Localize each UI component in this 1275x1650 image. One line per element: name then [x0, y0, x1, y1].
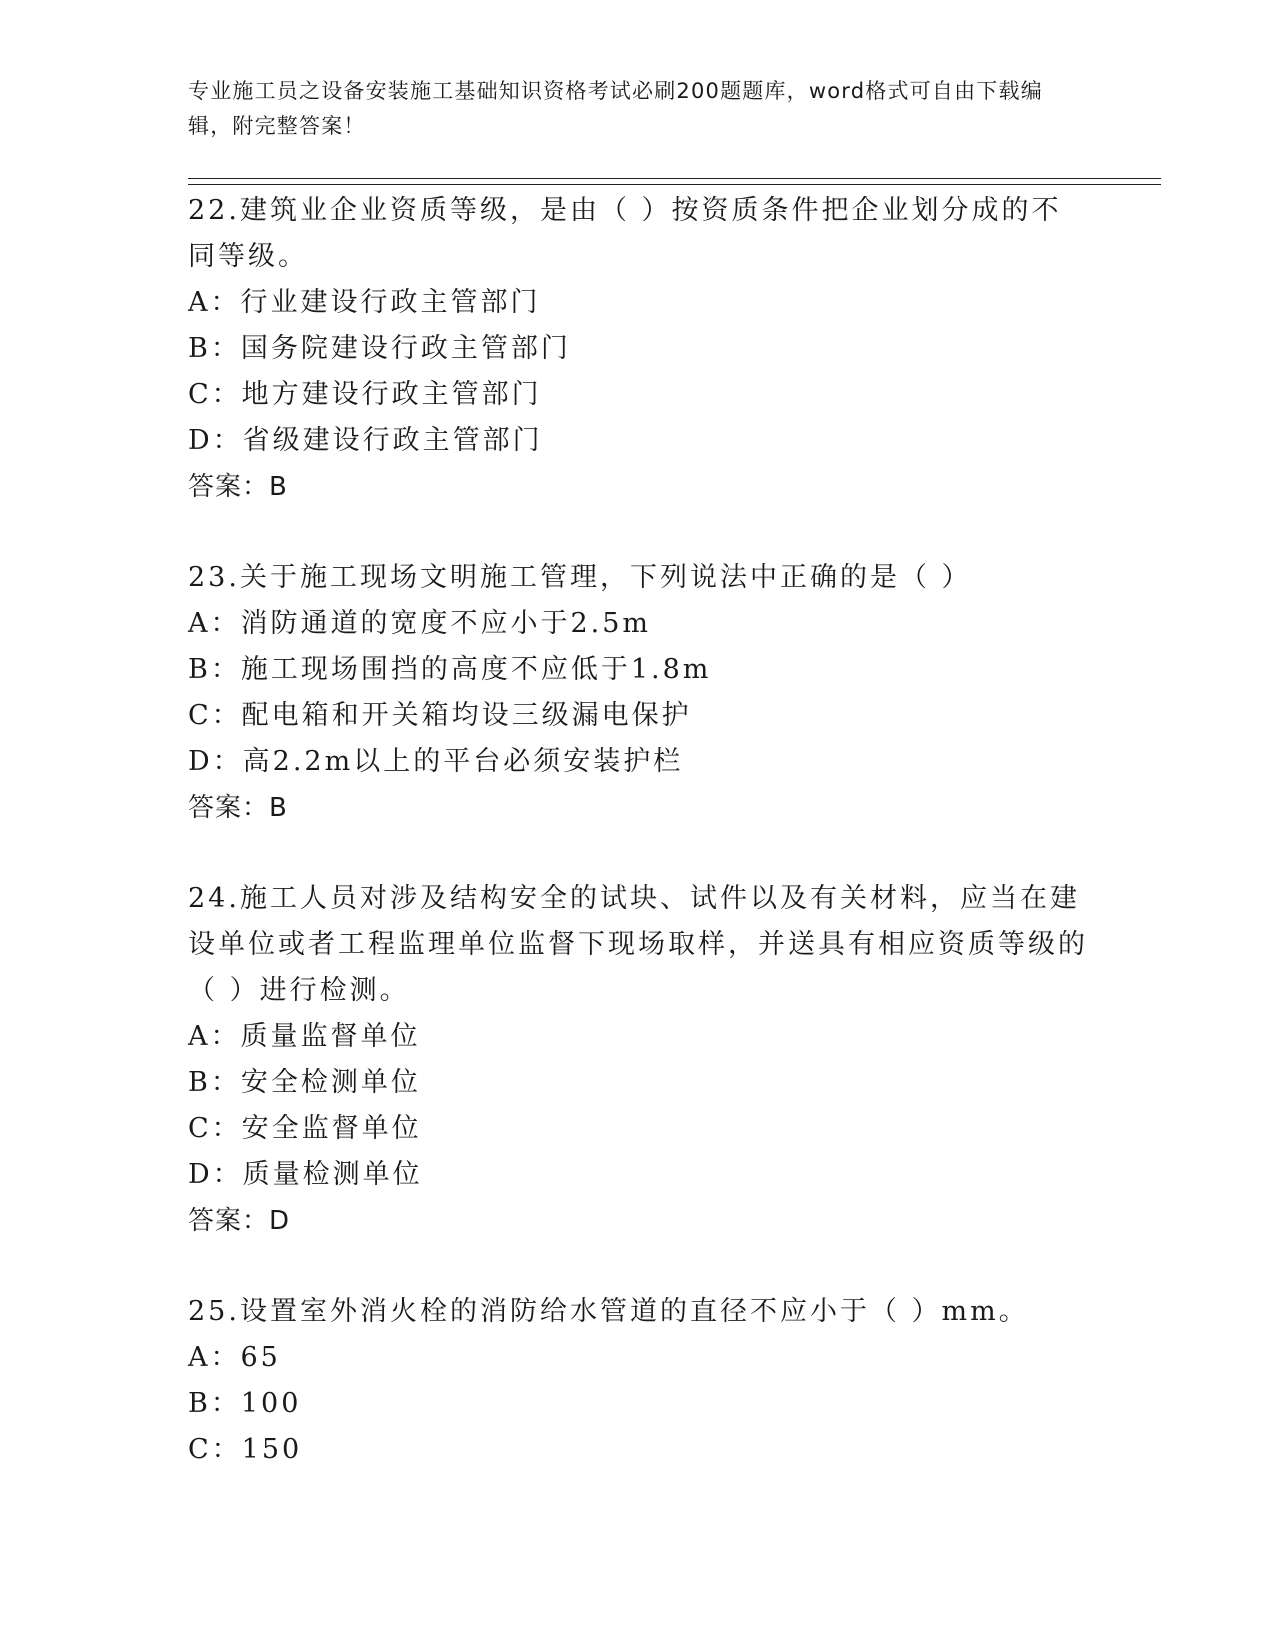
option-d: D：质量检测单位 [188, 1159, 423, 1190]
answer: 答案：B [188, 793, 288, 823]
answer: 答案：B [188, 472, 288, 502]
option-c: C：150 [188, 1434, 303, 1465]
document-header: 专业施工员之设备安装施工基础知识资格考试必刷200题题库，word格式可自由下载编辑，附完整答案！ [188, 79, 1043, 138]
header-divider-bottom [188, 184, 1161, 185]
question-22 [188, 188, 1088, 510]
option-b: B：安全检测单位 [188, 1067, 421, 1098]
option-c: C：地方建设行政主管部门 [188, 379, 542, 410]
question-stem: 25.设置室外消火栓的消防给水管道的直径不应小于（ ）mm。 [188, 1296, 1029, 1327]
option-d: D：高2.2m以上的平台必须安装护栏 [188, 746, 684, 777]
question-24 [188, 876, 1088, 1244]
option-d: D：省级建设行政主管部门 [188, 425, 543, 456]
question-23 [188, 555, 1088, 831]
question-stem: 22.建筑业企业资质等级，是由（ ）按资质条件把企业划分成的不同等级。 [188, 195, 1062, 272]
question-list [188, 188, 1088, 1518]
header-divider-top [188, 178, 1161, 179]
option-b: B：施工现场围挡的高度不应低于1.8m [188, 654, 712, 685]
option-c: C：安全监督单位 [188, 1113, 422, 1144]
option-b: B：100 [188, 1388, 302, 1419]
question-stem: 24.施工人员对涉及结构安全的试块、试件以及有关材料，应当在建设单位或者工程监理单位监督下现场取样，并送具有相应资质等级的（ ）进行检测。 [188, 883, 1088, 1006]
option-a: A：质量监督单位 [188, 1021, 421, 1052]
option-a: A：消防通道的宽度不应小于2.5m [188, 608, 652, 639]
option-c: C：配电箱和开关箱均设三级漏电保护 [188, 700, 692, 731]
option-a: A：65 [188, 1342, 281, 1373]
option-a: A：行业建设行政主管部门 [188, 287, 541, 318]
option-b: B：国务院建设行政主管部门 [188, 333, 571, 364]
question-stem: 23.关于施工现场文明施工管理，下列说法中正确的是（ ） [188, 562, 972, 593]
question-25 [188, 1289, 1088, 1473]
answer: 答案：D [188, 1206, 291, 1236]
